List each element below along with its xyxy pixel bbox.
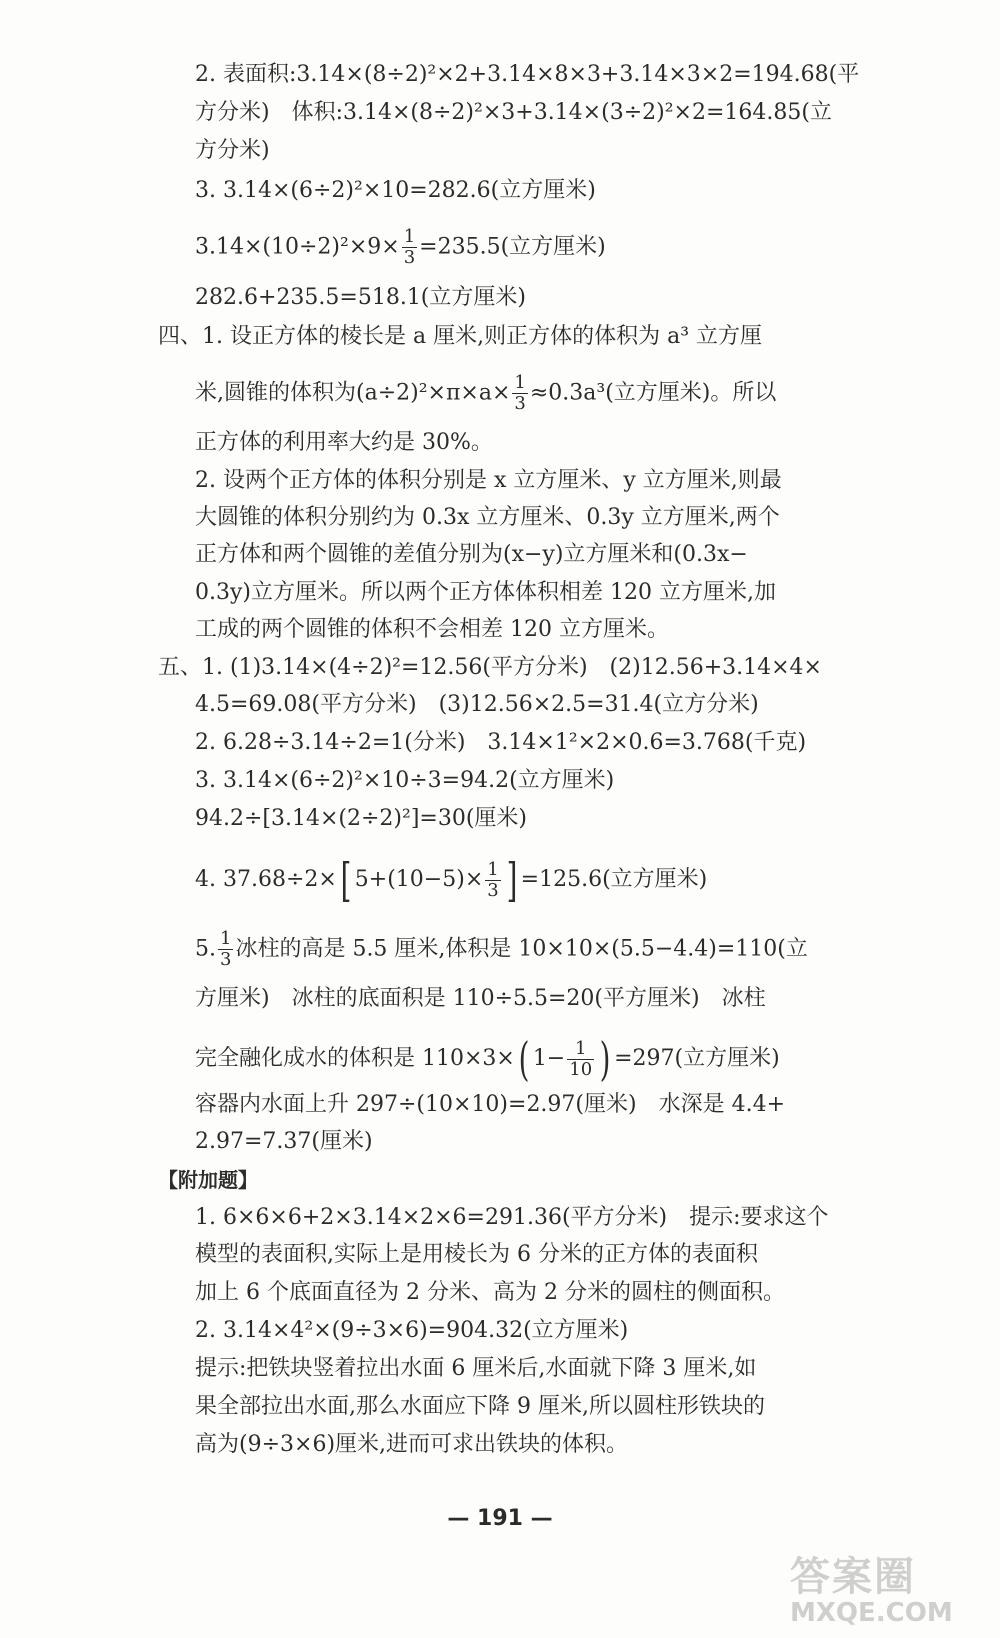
fraction [512,373,527,414]
text-line-with-fraction [195,373,776,414]
section-four-line: 四、1. 设正方体的棱长是 a 厘米,则正方体的体积为 a³ 立方厘 [158,324,763,349]
text-line: 方分米) 体积:3.14×(8÷2)²×3+3.14×(3÷2)²×2=164.85(立 [195,100,832,125]
text-line: 3. 3.14×(6÷2)²×10÷3=94.2(立方厘米) [195,768,615,793]
fraction [218,929,233,970]
text-line: 正方体的利用率大约是 30%。 [195,430,493,455]
denominator: 3 [487,879,499,901]
formula-text: 完全融化成水的体积是 110×3× [195,1046,515,1071]
text-line: 2. 6.28÷3.14÷2=1(分米) 3.14×1²×2×0.6=3.768(千克) [195,730,807,755]
text-line: 2. 表面积:3.14×(8÷2)²×2+3.14×8×3+3.14×3×2=194.68(平 [195,62,860,87]
formula-text: 3.14×(10÷2)²×9× [195,234,400,260]
text-line-with-fraction [195,929,808,970]
text-line: 94.2÷[3.14×(2÷2)²]=30(厘米) [195,806,528,831]
text-line: 模型的表面积,实际上是用棱长为 6 分米的正方体的表面积 [195,1242,758,1267]
text-line: 提示:把铁块竖着拉出水面 6 厘米后,水面就下降 3 厘米,如 [195,1356,757,1381]
text-line: 容器内水面上升 297÷(10×10)=2.97(厘米) 水深是 4.4+ [195,1092,786,1117]
text-line: 工成的两个圆锥的体积不会相差 120 立方厘米。 [195,617,669,642]
formula-text: =235.5(立方厘米) [419,234,606,260]
watermark-cn: 答案圈 [790,1554,916,1600]
page-number: — 191 — [447,1506,553,1531]
denominator: 3 [403,247,416,268]
text-line: 方分米) [195,138,270,163]
text-line: 大圆锥的体积分别约为 0.3x 立方厘米、0.3y 立方厘米,两个 [195,505,780,530]
denominator: 3 [220,949,232,970]
text-line-with-fraction [195,1032,780,1086]
text-line: 2. 设两个正方体的体积分别是 x 立方厘米、y 立方厘米,则最 [195,468,782,493]
numerator: 1 [514,372,526,393]
fraction [485,860,500,901]
formula-text: 5. [195,936,216,962]
text-line-with-fraction [195,853,708,907]
text-line: 282.6+235.5=518.1(立方厘米) [195,285,526,310]
formula-text: =297(立方厘米) [614,1046,780,1071]
numerator: 1 [567,1039,594,1060]
formula-text: 5+(10−5)× [354,867,484,892]
watermark-en: MXQE.COM [790,1598,953,1628]
numerator: 1 [220,928,232,949]
numerator: 1 [487,858,499,880]
text-line: 0.3y)立方厘米。所以两个正方体体积相差 120 立方厘米,加 [195,580,776,605]
formula-text: 米,圆锥的体积为(a÷2)²×π×a× [195,380,511,406]
bonus-heading: 【附加题】 [158,1168,258,1192]
section-five-line: 五、1. (1)3.14×(4÷2)²=12.56(平方分米) (2)12.56+3.14×4× [158,655,822,680]
formula-text: ≈0.3a³(立方厘米)。所以 [529,380,777,406]
left-bracket: [ [340,853,352,907]
formula-text: 1− [532,1046,566,1071]
numerator: 1 [403,226,416,247]
left-paren: ( [518,1032,530,1086]
right-paren: ) [599,1032,611,1086]
text-line: 2.97=7.37(厘米) [195,1129,373,1154]
text-line-with-fraction [195,227,606,268]
text-line: 果全部拉出水面,那么水面应下降 9 厘米,所以圆柱形铁块的 [195,1394,765,1419]
text-line: 正方体和两个圆锥的差值分别为(x−y)立方厘米和(0.3x− [195,542,748,567]
text-line: 高为(9÷3×6)厘米,进而可求出铁块的体积。 [195,1432,629,1457]
watermark-logo [790,1545,990,1633]
formula-text: 冰柱的高是 5.5 厘米,体积是 10×10×(5.5−4.4)=110(立 [235,936,808,962]
text-line: 加上 6 个底面直径为 2 分米、高为 2 分米的圆柱的侧面积。 [195,1280,785,1305]
fraction [567,1039,594,1080]
formula-text: =125.6(立方厘米) [520,867,708,892]
text-line: 3. 3.14×(6÷2)²×10=282.6(立方厘米) [195,178,596,203]
denominator: 10 [569,1058,593,1080]
right-bracket: ] [506,853,518,907]
formula-text: 4. 37.68÷2× [195,867,337,892]
denominator: 3 [514,393,526,414]
text-line: 1. 6×6×6+2×3.14×2×6=291.36(平方分米) 提示:要求这个 [195,1205,829,1230]
text-line: 4.5=69.08(平方分米) (3)12.56×2.5=31.4(立方分米) [195,692,759,717]
text-line: 2. 3.14×4²×(9÷3×6)=904.32(立方厘米) [195,1318,629,1343]
fraction [402,227,417,268]
text-line: 方厘米) 冰柱的底面积是 110÷5.5=20(平方厘米) 冰柱 [195,986,766,1011]
